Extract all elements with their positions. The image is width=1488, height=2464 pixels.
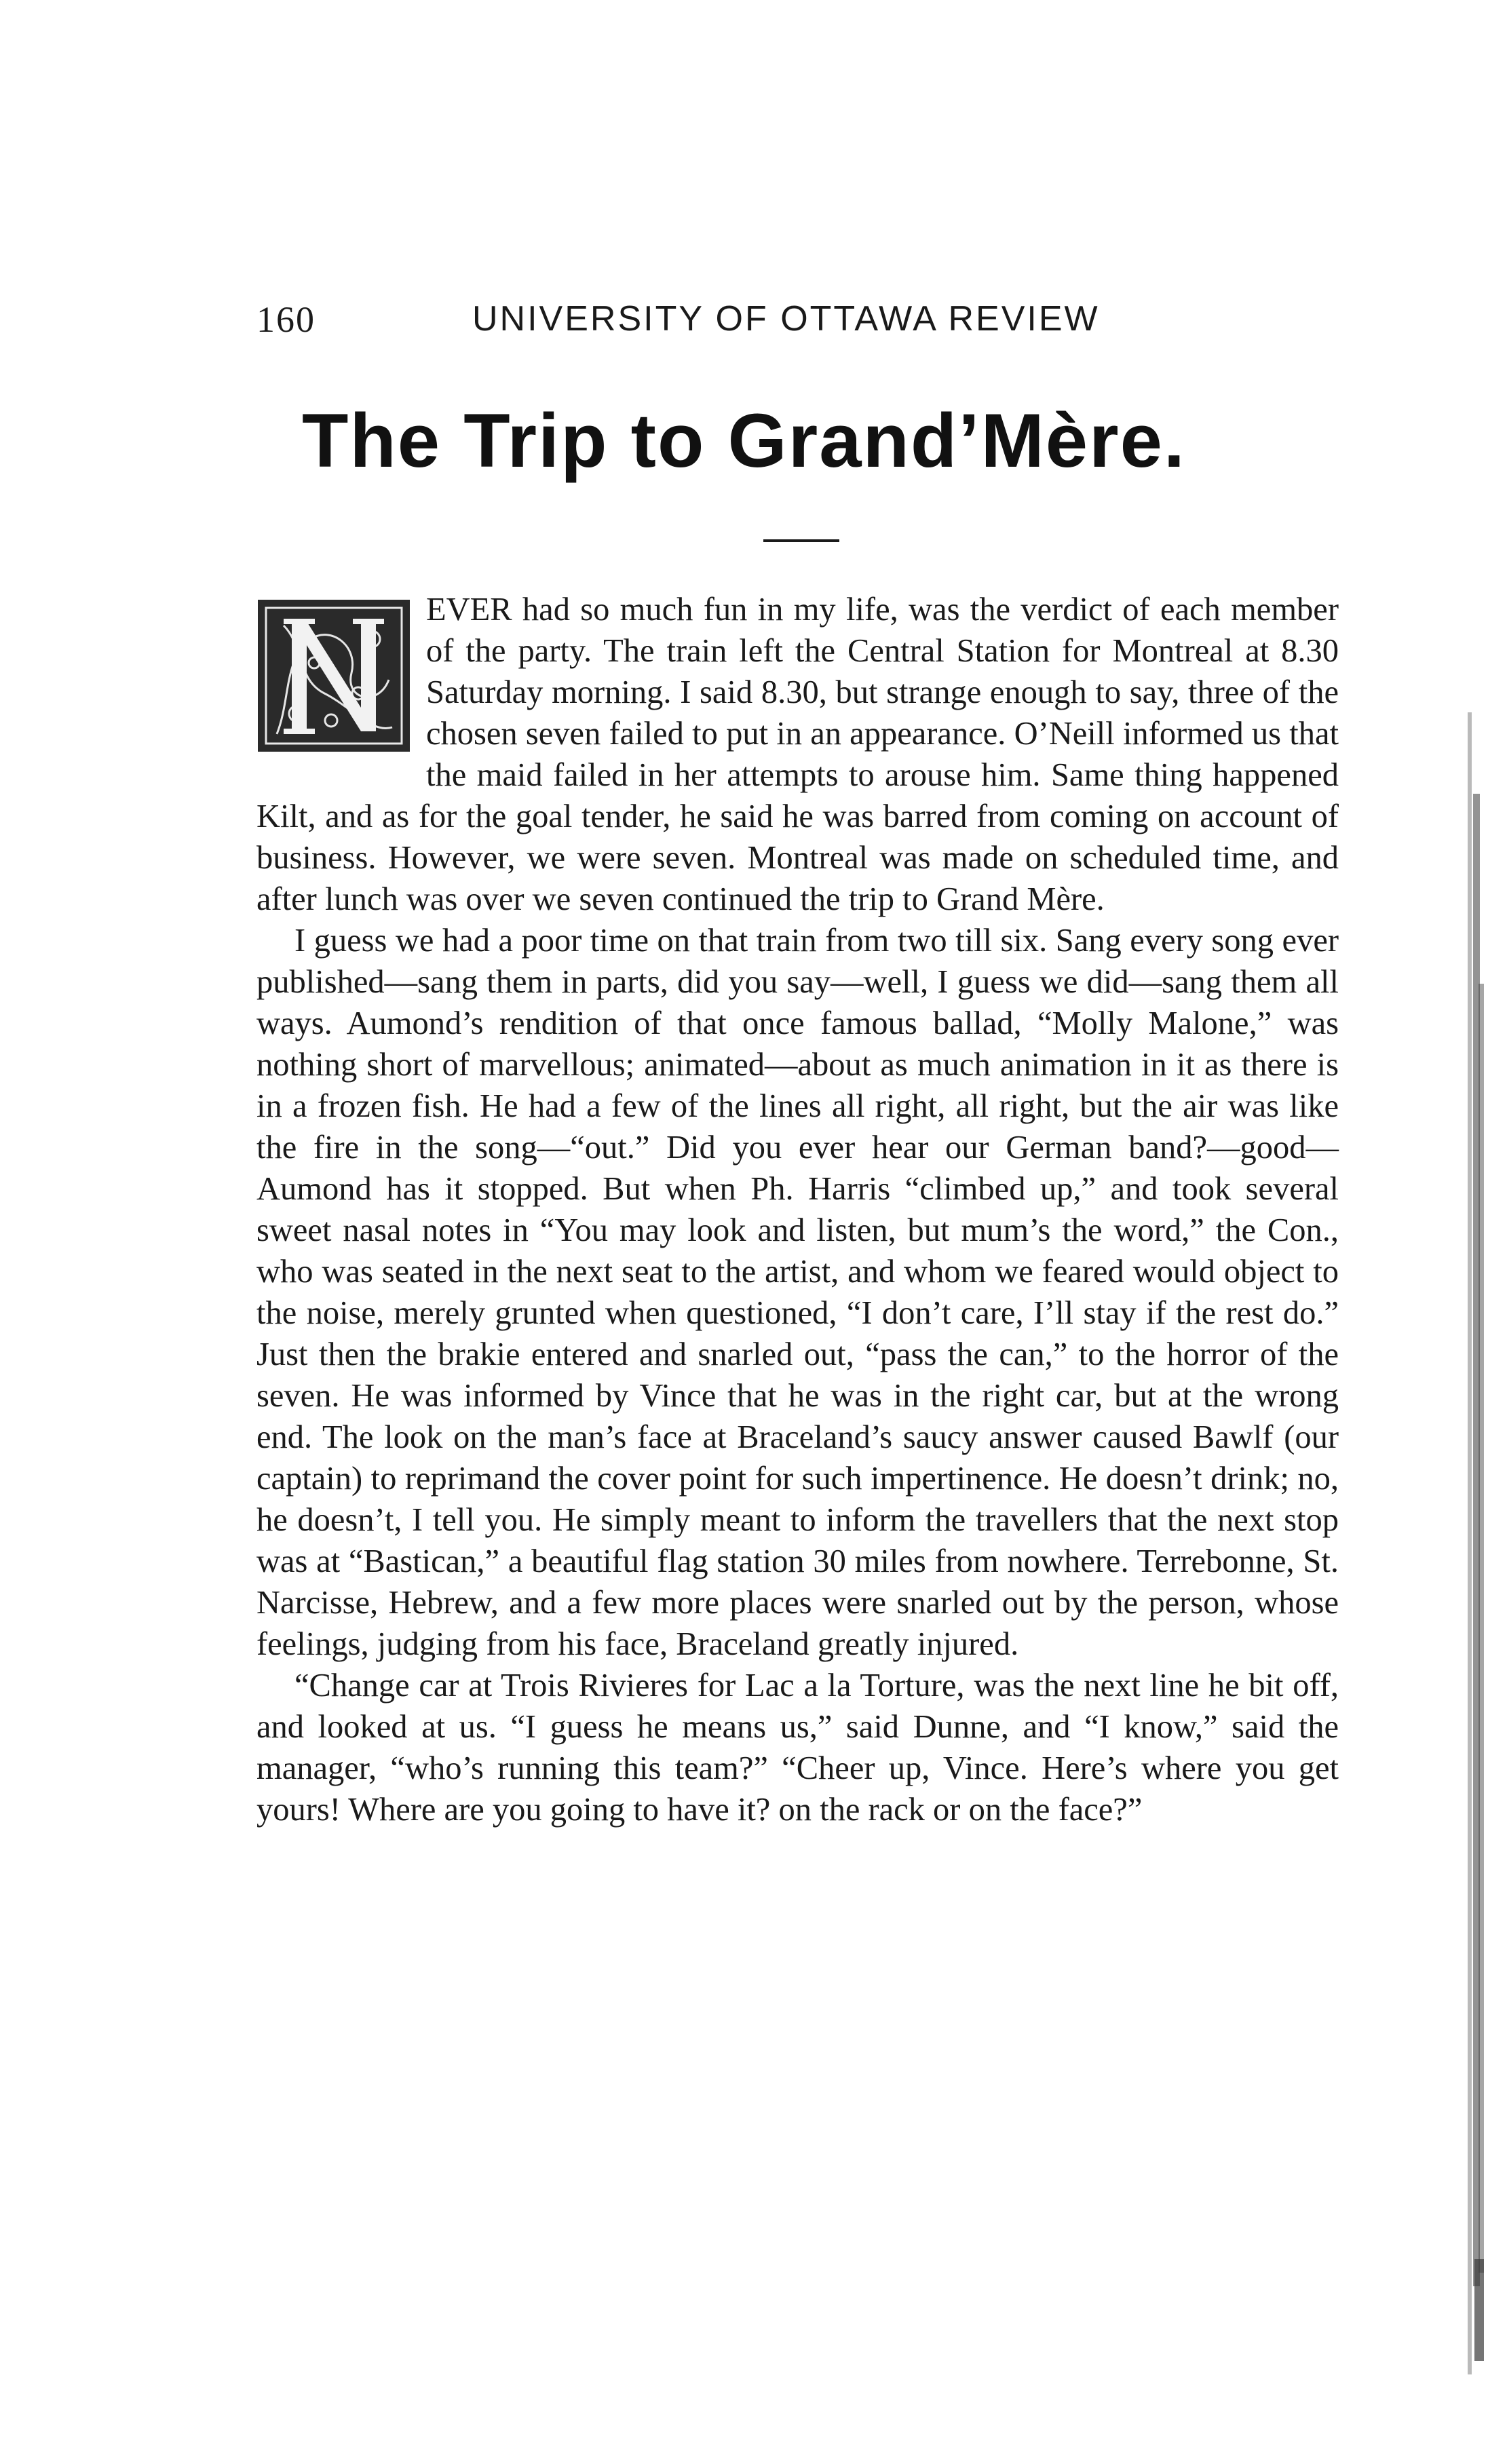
article-body	[256, 589, 1339, 1830]
running-head	[256, 299, 1342, 353]
page-number: 160	[256, 299, 316, 340]
paragraph-2: I guess we had a poor time on that train from two till six. Sang every song ever published—sang them in parts, did you say—well, I guess we did—sang them all ways. Aumond’s rendition of that once famous ballad, “Molly Malone,” was nothing short of marvellous; animated—about as much animation in it as there is in a frozen fish. He had a few of the lines all right, all right, but the air was like the fire in the song—“out.” Did you ever hear our German band?—good—Aumond has it stopped. But when Ph. Harris “climbed up,” and took several sweet nasal notes in “You may look and listen, but mum’s the word,” the Con., who was seated in the next seat to the artist, and whom we feared would object to the noise, merely grunted when questioned, “I don’t care, I’ll stay if the rest do.” Just then the brakie entered and snarled out, “pass the can,” to the horror of the seven. He was informed by Vince that he was in the right car, but at the wrong end. The look on the man’s face at Braceland’s saucy answer caused Bawlf (our captain) to reprimand the cover point for such impertinence. He doesn’t drink; no, he doesn’t, I tell you. He simply meant to inform the travellers that the next stop was at “Bastican,” a beautiful flag station 30 miles from nowhere. Terrebonne, St. Narcisse, Hebrew, and a few more places were snarled out by the person, whose feelings, judging from his face, Braceland greatly injured.	[256, 923, 1339, 1662]
scan-edge-speckle	[1454, 712, 1488, 2374]
paragraph-1-text: EVER had so much fun in my life, was the verdict of each member of the party. The train left the Central Station for Montreal at 8.30 Saturday morning. I said 8.30, but strange enough to say, three of the chosen seven failed to put in an appearance. O’Neill informed us that the maid failed in her attempts to arouse him. Same thing happened Kilt, and as for the goal tender, he said he was barred from coming on account of business. However, we were seven. Montreal was made on scheduled time, and after lunch was over we seven continued the trip to Grand Mère.	[256, 592, 1339, 917]
title-divider	[763, 539, 839, 542]
paragraph-1	[256, 589, 1339, 920]
article-title: The Trip to Grand’Mère.	[301, 398, 1187, 483]
drop-cap-illuminated-letter-icon	[256, 598, 411, 753]
paragraph-3: “Change car at Trois Rivieres for Lac a la Torture, was the next line he bit off, and looked at us. “I guess he means us,” said Dunne, and “I know,” said the manager, “who’s running this team?” “Cheer up, Vince. Here’s where you get yours! Where are you going to have it? on the rack or on the face?”	[256, 1668, 1339, 1828]
journal-title: UNIVERSITY OF OTTAWA REVIEW	[472, 299, 1100, 339]
